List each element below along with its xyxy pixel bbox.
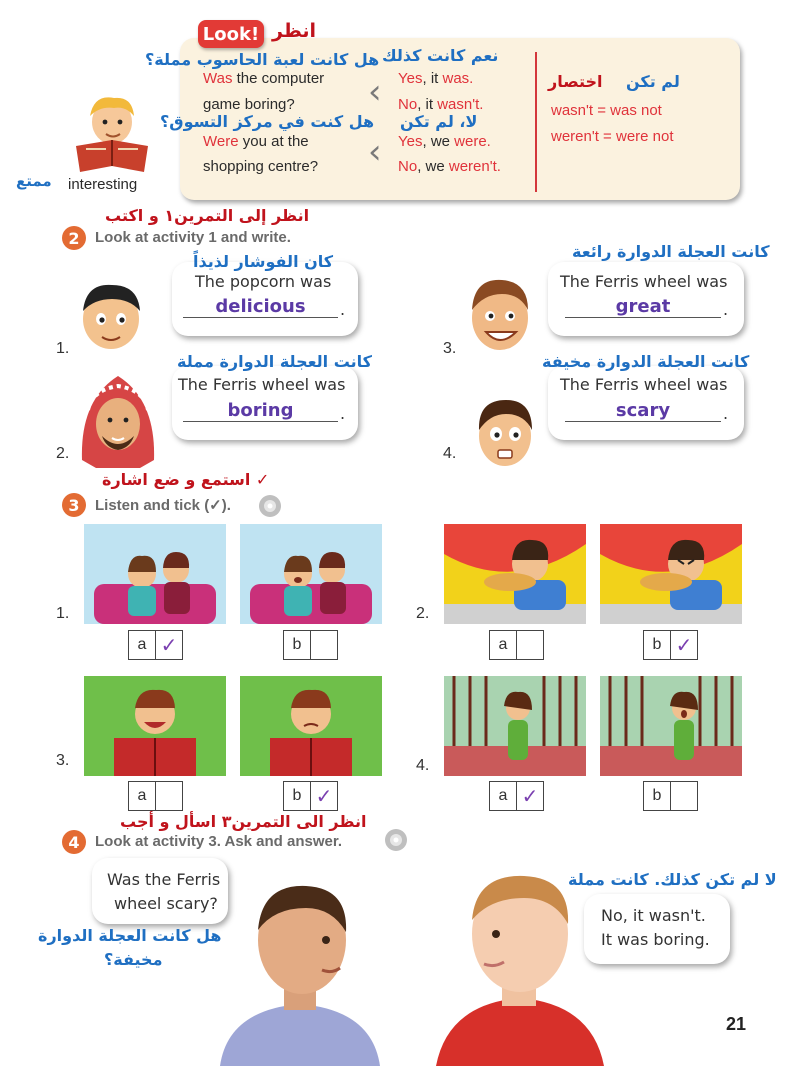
section-2-number: 2 [62, 226, 86, 250]
boy-smiling-illustration [462, 272, 536, 358]
contraction-werent: weren't = were not [551, 128, 674, 145]
picture-1b [240, 524, 382, 624]
answer-yes-it-was: Yes, it was. [398, 70, 474, 87]
arabic-look-title: انظر [272, 20, 316, 42]
item-number-s3-2: 2. [416, 605, 430, 622]
arabic-question-2: هل كنت في مركز التسوق؟ [160, 112, 375, 131]
arabic-wheel-scary: كانت العجلة الدوارة مخيفة [542, 352, 750, 371]
period-2: . [340, 404, 346, 423]
checkmark-icon [671, 782, 697, 810]
boy-reading-illustration [70, 92, 154, 176]
boy-scared-illustration [470, 392, 540, 472]
sentence-wheel-2: The Ferris wheel was [178, 375, 346, 394]
period-4: . [723, 404, 729, 423]
arabic-wheel-great: كانت العجلة الدوارة رائعة [572, 242, 770, 261]
section-3-number: 3 [62, 493, 86, 517]
option-label: b [284, 631, 311, 659]
answer-delicious: delicious [183, 296, 338, 318]
checkmark-icon: ✓ [675, 633, 693, 657]
audio-cd-icon [258, 494, 282, 518]
picture-4a [444, 676, 586, 776]
question-2-line1: Were you at the [203, 133, 309, 150]
sentence-popcorn: The popcorn was [195, 272, 332, 291]
item-number-4: 4. [443, 445, 457, 462]
period-3: . [723, 300, 729, 319]
sentence-wheel-4: The Ferris wheel was [560, 375, 728, 394]
option-label: b [644, 782, 671, 810]
answer-no-it-wasnt: No, it wasn't. [398, 96, 484, 113]
arabic-wheel-boring: كانت العجلة الدوارة مملة [177, 352, 372, 371]
checkmark-icon [156, 782, 182, 810]
section-2-title: Look at activity 1 and write. [95, 229, 291, 246]
question-2-line2: shopping centre? [203, 158, 319, 175]
arabic-was-not: لم تكن [626, 72, 680, 91]
boy-face-illustration-1 [74, 275, 148, 355]
picture-3a [84, 676, 226, 776]
option-label: a [129, 782, 156, 810]
answer-scary: scary [565, 400, 721, 422]
picture-2b [600, 524, 742, 624]
item-number-s3-4: 4. [416, 757, 430, 774]
answer-no-we-werent: No, we weren't. [398, 158, 501, 175]
interesting-label: interesting [68, 176, 138, 193]
checkmark-icon: ✓ [521, 784, 539, 808]
period: . [340, 300, 346, 319]
option-label: a [490, 782, 517, 810]
item-number-3: 3. [443, 340, 457, 357]
checkmark-icon: ✓ [160, 633, 178, 657]
contraction-wasnt: wasn't = was not [551, 102, 662, 119]
answer-line-1: No, it wasn't. [601, 906, 706, 925]
tick-box-1a[interactable] [128, 630, 183, 660]
question-line-1: Was the Ferris [107, 870, 221, 889]
item-number-s3-1: 1. [56, 605, 70, 622]
picture-1a [84, 524, 226, 624]
tick-box-4b[interactable] [643, 781, 698, 811]
sentence-wheel-3: The Ferris wheel was [560, 272, 728, 291]
checkmark-icon [311, 631, 337, 659]
chevron-left-icon-2: ‹ [368, 132, 382, 172]
option-label: a [490, 631, 517, 659]
tick-box-3b[interactable] [283, 781, 338, 811]
picture-2a [444, 524, 586, 624]
arabic-section-4: انظر الى التمرين٣ اسأل و أجب [120, 812, 367, 831]
answer-line-2: It was boring. [601, 930, 710, 949]
item-number-2: 2. [56, 445, 70, 462]
divider-line [535, 52, 537, 192]
option-label: b [284, 782, 311, 810]
item-number: 1. [56, 340, 70, 357]
arabic-question-line-1: هل كانت العجلة الدوارة [38, 926, 222, 945]
speech-bubble-answer [584, 894, 730, 964]
arabic-no: لا، لم تكن [400, 112, 478, 131]
picture-3b [240, 676, 382, 776]
audio-cd-icon-2 [384, 828, 408, 852]
option-label: b [644, 631, 671, 659]
arabic-question-1: هل كانت لعبة الحاسوب مملة؟ [145, 50, 380, 69]
tick-box-4a[interactable] [489, 781, 544, 811]
arabic-question-line-2: مخيفة؟ [104, 950, 163, 969]
question-1-line1: Was the computer [203, 70, 325, 87]
section-4-title: Look at activity 3. Ask and answer. [95, 833, 343, 850]
picture-4b [600, 676, 742, 776]
answer-boring: boring [183, 400, 338, 422]
speech-bubble-question [92, 858, 228, 924]
arabic-section-3: استمع و ضع اشارة ✓ [102, 470, 270, 489]
tick-box-1b[interactable] [283, 630, 338, 660]
arabic-interesting: ممتع [16, 172, 52, 190]
section-3-title: Listen and tick (✓). [95, 497, 231, 514]
look-badge: Look! [198, 20, 264, 48]
tick-box-2b[interactable] [643, 630, 698, 660]
boy-photo-left [210, 880, 390, 1066]
chevron-left-icon: ‹ [368, 72, 382, 112]
question-1-line2: game boring? [203, 96, 295, 113]
arabic-section-2: انظر إلى التمرين١ و اكتب [105, 206, 310, 225]
answer-great: great [565, 296, 721, 318]
section-4-number: 4 [62, 830, 86, 854]
arabic-abbreviation: اختصار [548, 72, 603, 91]
page-number: 21 [726, 1014, 747, 1034]
arabic-answer: لا لم تكن كذلك. كانت مملة [568, 870, 777, 889]
arabic-popcorn: كان الفوشار لذيذاً [193, 252, 334, 271]
tick-box-3a[interactable] [128, 781, 183, 811]
man-ghutra-illustration [78, 370, 158, 470]
arabic-yes-it-was: نعم كانت كذلك [382, 46, 499, 65]
item-number-s3-3: 3. [56, 752, 70, 769]
option-label: a [129, 631, 156, 659]
tick-box-2a[interactable] [489, 630, 544, 660]
checkmark-icon [517, 631, 543, 659]
checkmark-icon: ✓ [315, 784, 333, 808]
answer-yes-we-were: Yes, we were. [398, 133, 491, 150]
question-line-2: wheel scary? [114, 894, 218, 913]
